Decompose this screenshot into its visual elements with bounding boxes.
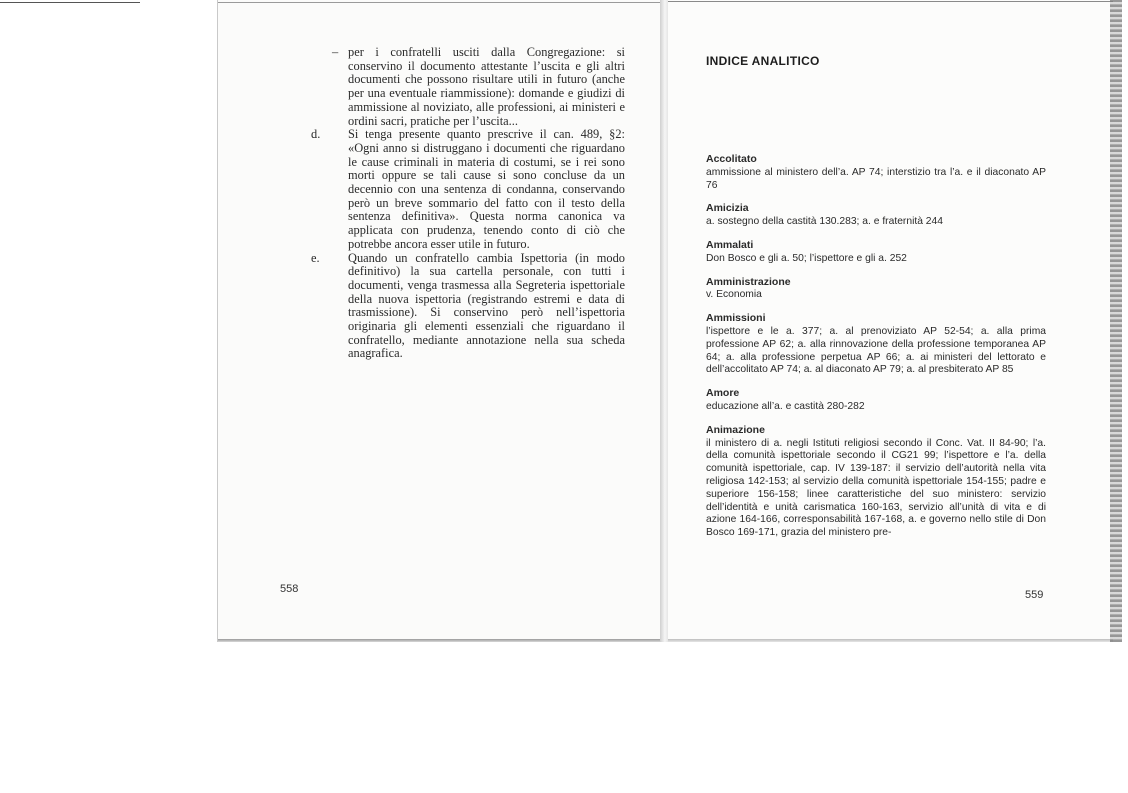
index-references: ammissione al ministero dell’a. AP 74; interstizio tra l’a. e il diaconato AP 76 bbox=[706, 166, 1046, 191]
list-item-text: per i confratelli usciti dalla Congregazione: si conservino il documento attestante l’uscita e gli altri documenti che possono risultare utili in futuro (anche per una eventuale riammissione): domande e giudizi di ammissione al noviziato, alle professioni, ai ministeri e ordini sacri, pratiche per l’uscita... bbox=[348, 45, 625, 128]
list-item-text: Quando un confratello cambia Ispettoria (in modo definitivo) la sua cartella personale, con tutti i documenti, venga trasmessa alla Segreteria ispettoriale della nuova ispettoria (registrando estremi e data di trasmissione). Si conservino però nell’ispettoria originaria gli elementi essenziali che riguardano il confratello, mediante annotazione nella sua scheda anagrafica. bbox=[348, 250, 625, 361]
list-item bbox=[311, 127, 625, 251]
index-term: Ammissioni bbox=[706, 312, 766, 325]
index-references: Don Bosco e gli a. 50; l’ispettore e gli a. 252 bbox=[706, 252, 907, 264]
index-references: il ministero di a. negli Istituti religiosi secondo il Conc. Vat. II 84-90; l’a. della comunità ispettoriale secondo il CG21 99; l’ispettore e l’a. della comunità ispettoriale, cap. IV 139-187: il servizio dell’autorità nella vita religiosa 142-153; al servizio della comunità ispettoriale 154-155; padre e superiore 156-158; linee caratteristiche del suo ministero: servizio dell’identità e unità carismatica 160-163, servizio all’unità di vita e di azione 164-166, corresponsabilità 167-168, a. e governo nello stile di Don Bosco 169-171, grazia del ministero pre- bbox=[706, 437, 1046, 539]
index-term: Animazione bbox=[706, 423, 765, 436]
index-term: Accolitato bbox=[706, 153, 757, 165]
list-item bbox=[327, 46, 625, 128]
book-gutter bbox=[660, 0, 668, 642]
list-marker: – bbox=[332, 45, 339, 59]
index-references: l’ispettore e le a. 377; a. al prenoviziato AP 52-54; a. alla prima professione AP 62; a. alla rinnovazione della professione temporanea AP 64; a. alla professione perpetua AP 66; a. ai ministeri del lettorato e dell’accolitato AP 74; a. al diaconato AP 79; a. al presbiterato AP 85 bbox=[706, 325, 1046, 376]
index-heading: INDICE ANALITICO bbox=[706, 54, 820, 68]
page-bottom-edge bbox=[218, 639, 661, 642]
right-page bbox=[668, 0, 1113, 642]
page-number: 559 bbox=[1025, 589, 1044, 601]
list-marker: d. bbox=[311, 127, 321, 142]
index-entry bbox=[706, 312, 1046, 377]
book-spread bbox=[217, 0, 1122, 642]
left-page bbox=[217, 0, 661, 642]
page-number: 558 bbox=[280, 583, 299, 595]
index-references: v. Economia bbox=[706, 289, 762, 301]
page-bottom-edge bbox=[668, 639, 1113, 642]
index-entry bbox=[706, 276, 1046, 303]
index-entry bbox=[706, 153, 1046, 192]
index-term: Amministrazione bbox=[706, 275, 791, 288]
index-term: Ammalati bbox=[706, 238, 754, 251]
index-entry bbox=[706, 387, 1046, 414]
page-top-edge bbox=[218, 2, 661, 3]
index-term: Amore bbox=[706, 387, 740, 400]
list-item-text: Si tenga presente quanto prescrive il can. 489, §2: «Ogni anno si distruggano i documenti che riguardano le cause criminali in materia di costumi, se i rei sono morti oppure se tali cause si sono concluse da un decennio con una sentenza di condanna, conservando però un breve sommario del fatto con il testo della sentenza definitiva». Questa norma canonica va applicata con prudenza, tenendo conto di ciò che potrebbe ancora esser utile in futuro. bbox=[348, 127, 625, 251]
index-entry bbox=[706, 239, 1046, 266]
page-top-edge bbox=[668, 1, 1113, 2]
index-references: a. sostegno della castità 130.283; a. e fraternità 244 bbox=[706, 216, 943, 228]
index-entry bbox=[706, 202, 1046, 229]
scan-edge-line bbox=[0, 2, 140, 3]
index-entries bbox=[706, 153, 1046, 550]
index-entry bbox=[706, 424, 1046, 540]
left-page-text bbox=[311, 45, 625, 361]
index-references: educazione all’a. e castità 280-282 bbox=[706, 400, 865, 412]
list-marker: e. bbox=[311, 250, 320, 265]
list-item bbox=[311, 250, 625, 362]
index-term: Amicizia bbox=[706, 202, 749, 215]
page-stack-edge bbox=[1110, 0, 1122, 642]
